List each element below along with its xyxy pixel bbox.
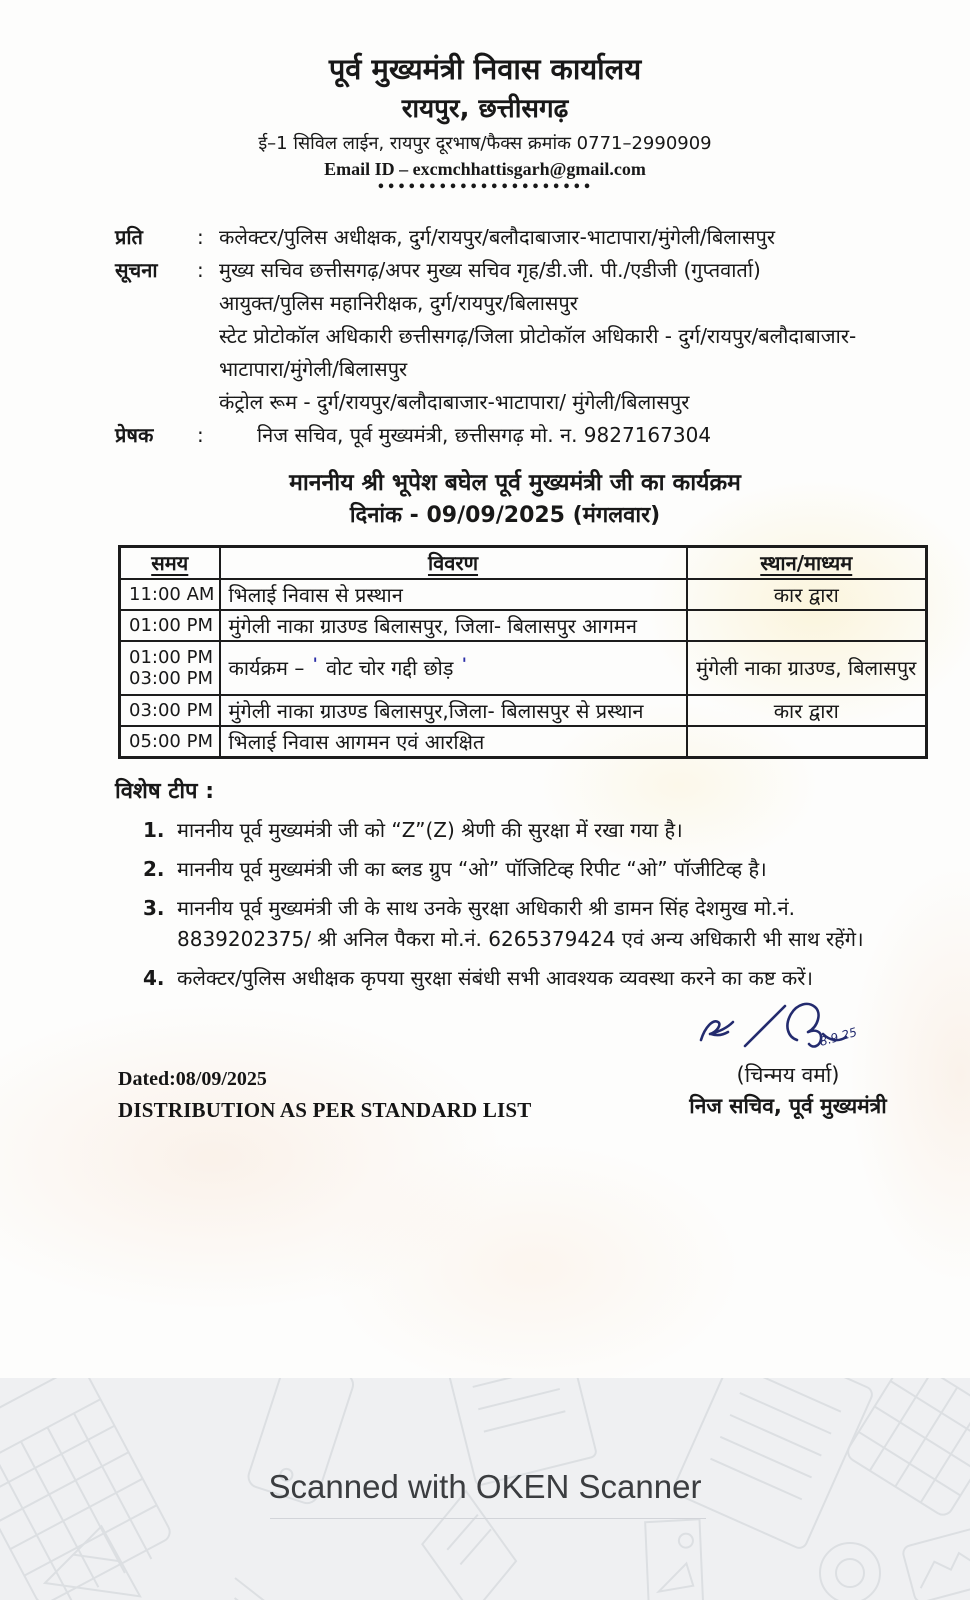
program-date: दिनांक - 09/09/2025 (मंगलवार): [349, 503, 661, 528]
note-text: माननीय पूर्व मुख्यमंत्री जी का ब्लड ग्रुप “ओ” पॉजिटिव्ह रिपीट “ओ” पॉजीटिव्ह है।: [177, 856, 767, 881]
info-row-continuation: [115, 320, 935, 353]
detail-prefix: कार्यक्रम –: [228, 656, 305, 680]
cell-venue: [687, 726, 927, 758]
header-time: समय: [120, 547, 220, 579]
note-item: [115, 854, 915, 885]
office-address: ई–1 सिविल लाईन, रायपुर दूरभाष/फैक्स क्रमांक 0771–2990909: [258, 133, 712, 154]
dated-line: Dated:08/09/2025: [118, 1067, 267, 1090]
cell-venue: कार द्वारा: [687, 695, 927, 726]
notes-heading: विशेष टीप :: [115, 778, 215, 804]
note-item: [115, 963, 915, 994]
cell-detail: मुंगेली नाका ग्राउण्ड बिलासपुर,जिला- बिलासपुर से प्रस्थान: [220, 695, 687, 726]
office-city: रायपुर, छत्तीसगढ़: [401, 94, 569, 124]
note-item: [115, 815, 915, 846]
note-number: 3.: [143, 895, 165, 920]
cell-time: 03:00 PM: [120, 695, 220, 726]
document-icon: [672, 1378, 875, 1550]
diagonal-lines-icon: [205, 1578, 320, 1600]
office-email: Email ID – excmchhattisgarh@gmail.com: [324, 159, 646, 179]
note-number: 4.: [143, 965, 165, 990]
signature-scribble-icon: [648, 994, 928, 1060]
scanner-banner: [0, 1378, 970, 1600]
to-row: [115, 221, 935, 254]
footer-left: [118, 1064, 532, 1126]
sender-line: निज सचिव, पूर्व मुख्यमंत्री, छत्तीसगढ़ मो. न. 9827167304: [257, 423, 712, 447]
cell-time: 01:00 PM: [120, 610, 220, 641]
special-notes: [115, 777, 915, 994]
info-colon: :: [197, 258, 204, 282]
note-number: 1.: [143, 817, 165, 842]
note-number: 2.: [143, 856, 165, 881]
scanner-divider-line: [270, 1518, 706, 1519]
cell-time: 05:00 PM: [120, 726, 220, 758]
signer-title: निज सचिव, पूर्व मुख्यमंत्री: [689, 1093, 887, 1118]
note-item: [115, 893, 915, 955]
detail-text: वोट चोर गद्दी छोड़: [325, 656, 454, 680]
time-end: 03:00 PM: [129, 667, 213, 689]
to-label: प्रति: [115, 225, 143, 249]
lens-icon: [820, 1543, 880, 1600]
cell-venue: मुंगेली नाका ग्राउण्ड, बिलासपुर: [687, 641, 927, 695]
to-colon: :: [197, 225, 204, 249]
info-row-continuation: [115, 353, 935, 386]
info-line: कंट्रोल रूम - दुर्ग/रायपुर/बलौदाबाजार-भाटापारा/ मुंगेली/बिलासपुर: [219, 390, 690, 414]
cell-time-range: [120, 641, 220, 695]
header-detail: विवरण: [220, 547, 687, 579]
info-line: मुख्य सचिव छत्तीसगढ़/अपर मुख्य सचिव गृह/डी.जी. पी./एडीजी (गुप्तवार्ता): [219, 258, 761, 282]
office-name: पूर्व मुख्यमंत्री निवास कार्यालय: [328, 52, 642, 86]
header-venue: स्थान/माध्यम: [687, 547, 927, 579]
signer-name: (चिन्मय वर्मा): [736, 1062, 840, 1087]
info-line: आयुक्त/पुलिस महानिरीक्षक, दुर्ग/रायपुर/बिलासपुर: [219, 291, 578, 315]
note-text: माननीय पूर्व मुख्यमंत्री जी के साथ उनके सुरक्षा अधिकारी श्री डामन सिंह देशमुख मो.नं. 8839202375/ श्री अनिल पैकरा मो.नं. 6265379424 एवं अन्य अधिकारी भी साथ रहेंगे।: [177, 895, 864, 951]
info-label: सूचना: [115, 258, 158, 282]
handwritten-quote-close: ': [461, 654, 467, 673]
letterhead: [0, 0, 970, 195]
dotted-divider: •••••••••••••••••••••: [376, 180, 594, 195]
cell-venue: [687, 610, 927, 641]
scanner-watermark-text: Scanned with OKEN Scanner: [268, 1468, 702, 1505]
schedule-table: [118, 545, 928, 759]
table-row: [120, 726, 927, 758]
table-header-row: [120, 547, 927, 579]
info-line: भाटापारा/मुंगेली/बिलासपुर: [219, 357, 408, 381]
recipients-block: [115, 221, 935, 452]
time-start: 01:00 PM: [129, 646, 213, 668]
table-row: [120, 695, 927, 726]
table-row-event: [120, 641, 927, 695]
note-text: कलेक्टर/पुलिस अधीक्षक कृपया सुरक्षा संबंधी सभी आवश्यक व्यवस्था करने का कष्ट करें।: [177, 965, 813, 990]
cell-time: 11:00 AM: [120, 579, 220, 610]
cell-detail-quoted: [220, 641, 687, 695]
info-line: स्टेट प्रोटोकॉल अधिकारी छत्तीसगढ़/जिला प्रोटोकॉल अधिकारी - दुर्ग/रायपुर/बलौदाबाजार-: [219, 324, 857, 348]
footer-signature-block: [648, 994, 928, 1122]
info-row-continuation: [115, 386, 935, 419]
cell-detail: भिलाई निवास आगमन एवं आरक्षित: [220, 726, 687, 758]
photo-icon: [902, 1526, 970, 1600]
to-line: कलेक्टर/पुलिस अधीक्षक, दुर्ग/रायपुर/बलौदाबाजार-भाटापारा/मुंगेली/बिलासपुर: [219, 225, 776, 249]
tag-pen-icon: [624, 1507, 725, 1600]
cell-detail: भिलाई निवास से प्रस्थान: [220, 579, 687, 610]
table-row: [120, 610, 927, 641]
info-row-continuation: [115, 287, 935, 320]
sender-label: प्रेषक: [115, 423, 154, 447]
program-title: माननीय श्री भूपेश बघेल पूर्व मुख्यमंत्री जी का कार्यक्रम: [289, 470, 741, 496]
handwritten-quote-open: ': [312, 654, 318, 673]
info-row: [115, 254, 935, 287]
signature-date-scribble: 8.9.25: [817, 1024, 859, 1049]
table-row: [120, 579, 927, 610]
cell-venue: कार द्वारा: [687, 579, 927, 610]
sender-row: [115, 419, 935, 452]
distribution-line: DISTRIBUTION AS PER STANDARD LIST: [118, 1097, 532, 1122]
sender-colon: :: [197, 423, 204, 447]
cell-detail: मुंगेली नाका ग्राउण्ड बिलासपुर, जिला- बिलासपुर आगमन: [220, 610, 687, 641]
letter-footer: [0, 994, 970, 1164]
note-text: माननीय पूर्व मुख्यमंत्री जी को “Z”(Z) श्रेणी की सुरक्षा में रखा गया है।: [177, 817, 683, 842]
